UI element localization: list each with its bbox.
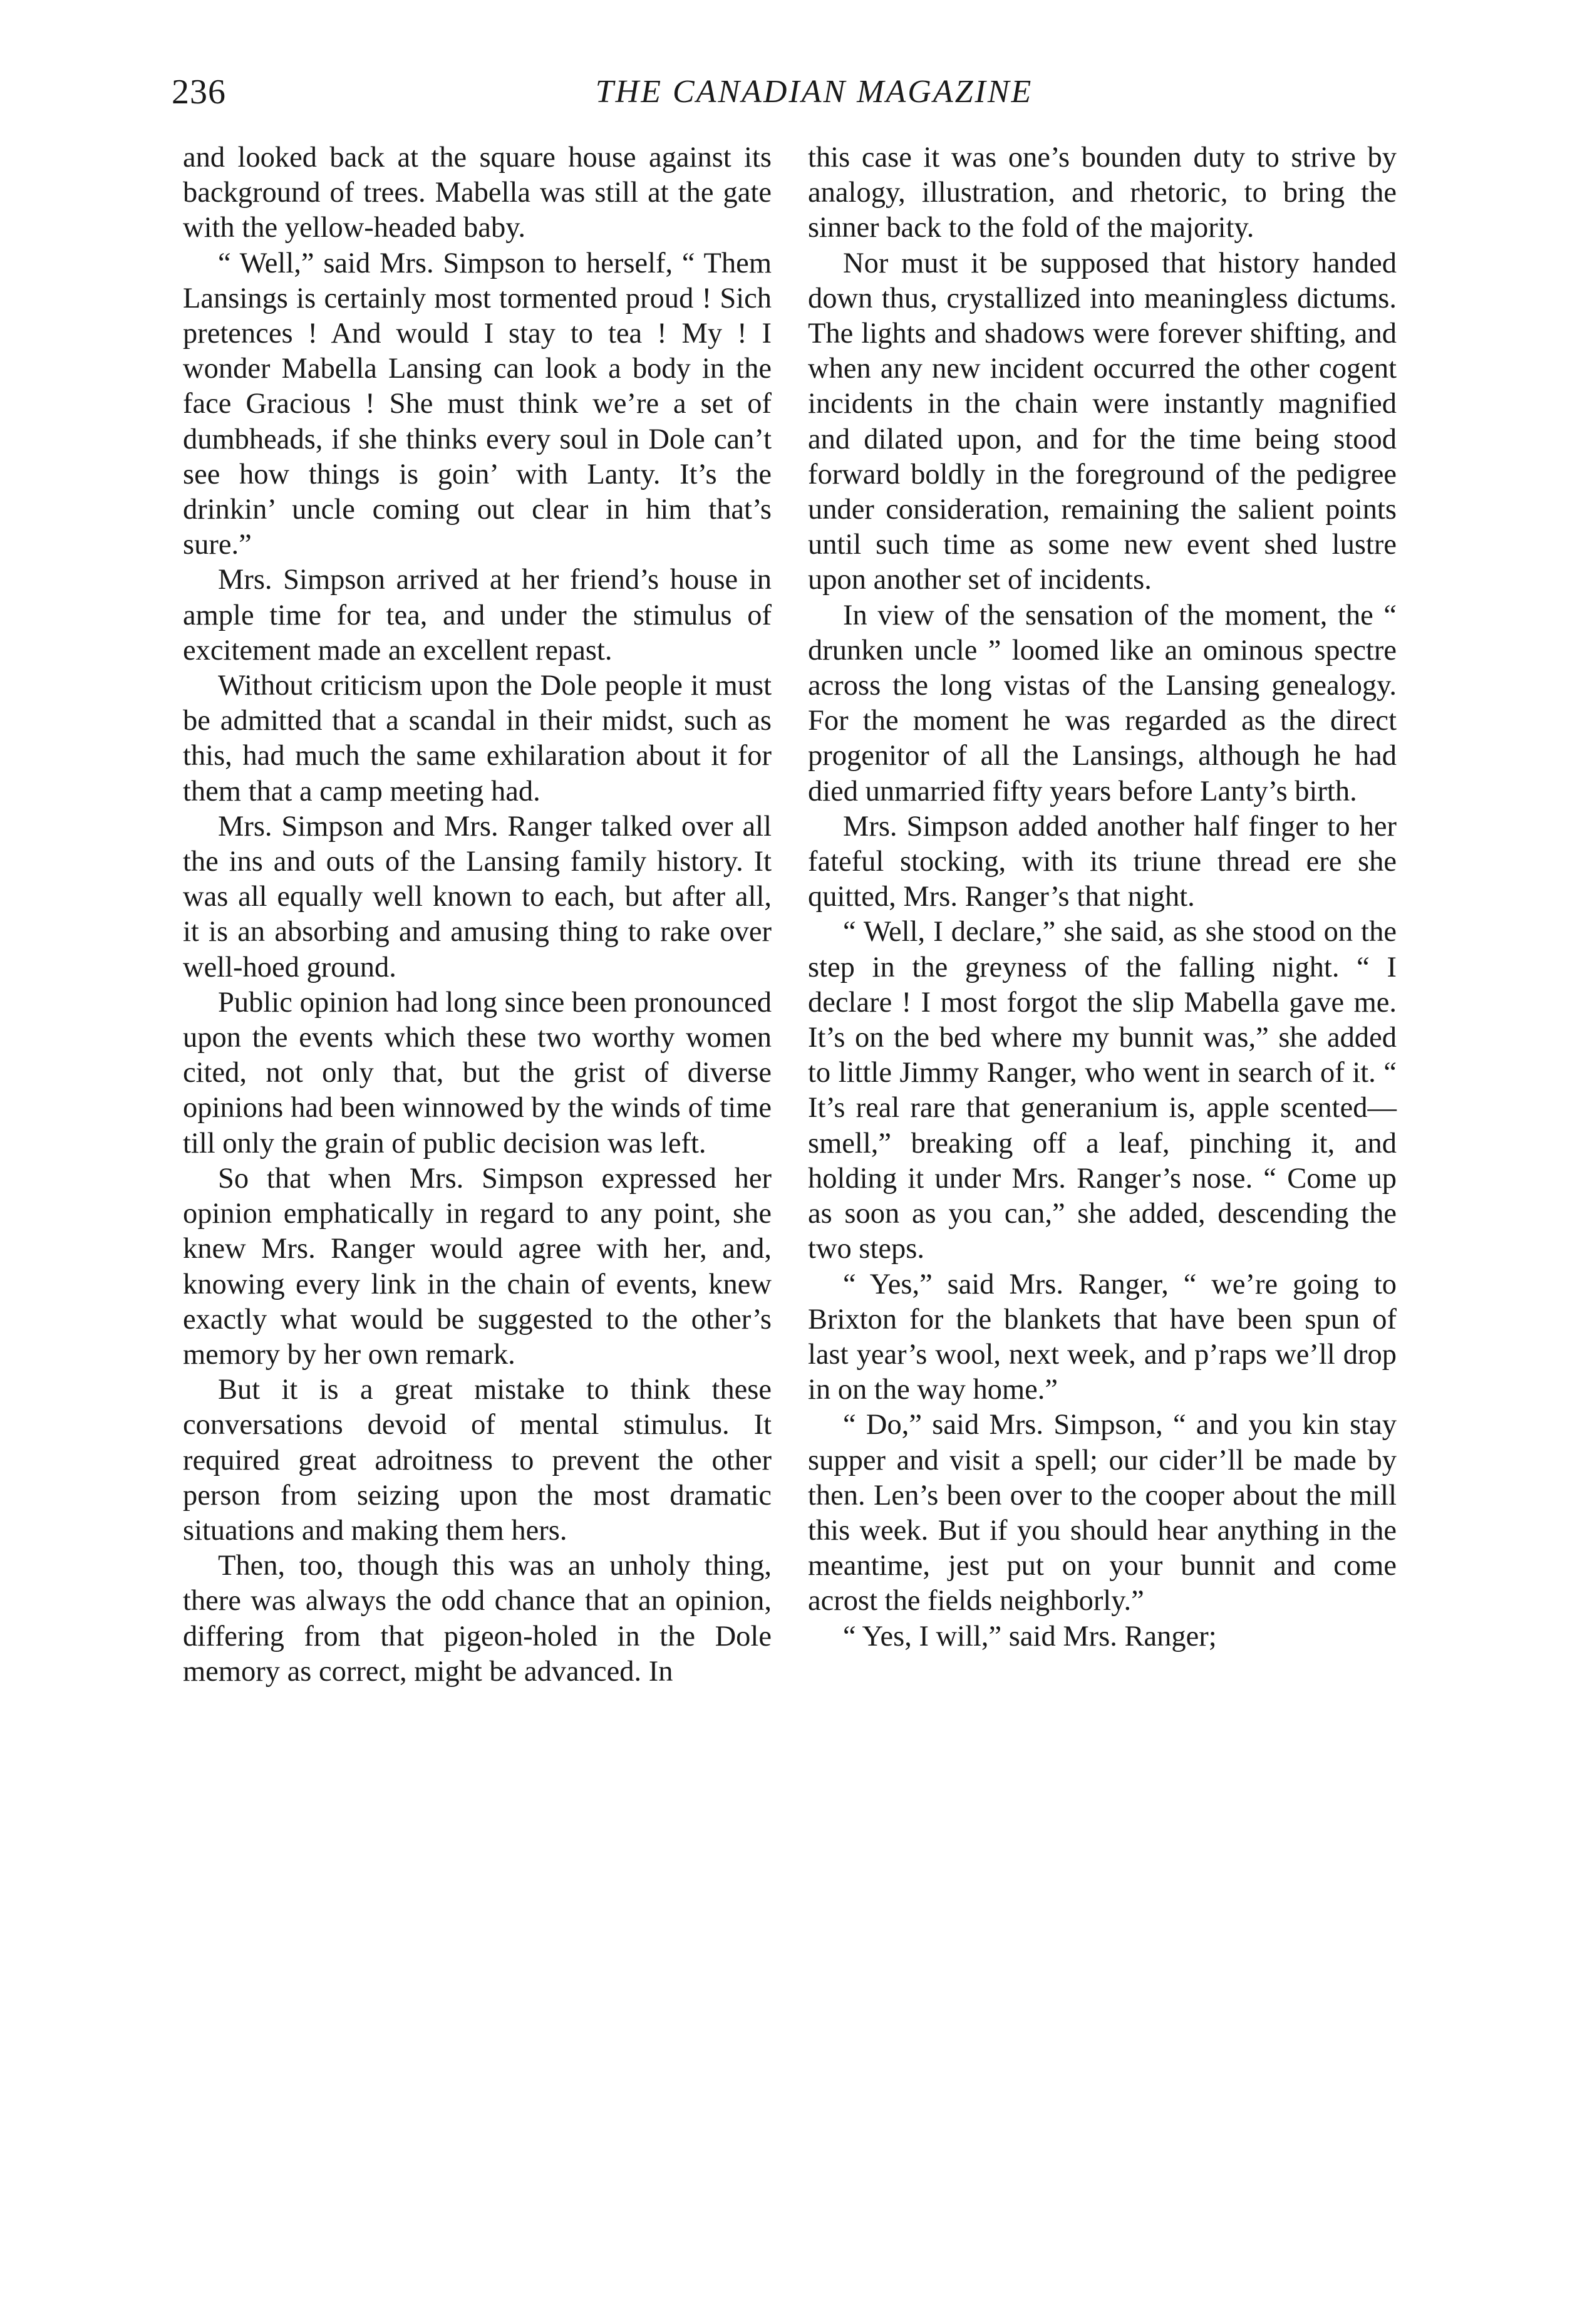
paragraph: But it is a great mistake to think these conversations devoid of mental stimulus. It required great adroitness to prevent the other person from seizing upon the most dramatic situations and making them hers. <box>183 1374 772 1547</box>
paragraph: “ Yes, I will,” said Mrs. Ranger; <box>843 1620 1217 1652</box>
page-number: 236 <box>172 73 226 112</box>
paragraph: Public opinion had long since been pronounced upon the events which these two worthy women cited, not only that, but the grist of diverse opinions had been winnowed by the winds of time till only the grain of public decision was left. <box>183 986 772 1159</box>
paragraph: Nor must it be supposed that history handed down thus, crystallized into meaningless dictums. The lights and shadows were forever shifting, and when any new incident occurred the other cogent incidents in the chain were instantly magnified and dilated upon, and for the time being stood forward boldly in the foreground of the pedigree under consideration, remaining the salient points until such time as some new event shed lustre upon another set of incidents. <box>808 247 1397 596</box>
paragraph: Without criticism upon the Dole people it must be admitted that a scandal in their midst, such as this, had much the same exhilaration about it for them that a camp meeting had. <box>183 670 772 807</box>
paragraph: So that when Mrs. Simpson expressed her opinion emphatically in regard to any point, she knew Mrs. Ranger would agree with her, and, knowing every link in the chain of events, knew exactly what would be suggested to the other’s memory by her own remark. <box>183 1162 772 1371</box>
paragraph: Mrs. Simpson arrived at her friend’s house in ample time for tea, and under the stimulus of excitement made an excellent repast. <box>183 564 772 667</box>
paragraph: “ Well, I declare,” she said, as she stood on the step in the greyness of the falling night. “ I declare ! I most forgot the slip Mabella gave me. It’s on the bed where my bunnit was,” she added to little Jimmy Ranger, who went in search of it. “ It’s real rare that generanium is, apple scented—smell,” breaking off a leaf, pinching it, and holding it under Mrs. Ranger’s nose. “ Come up as soon as you can,” she added, descending the two steps. <box>808 916 1397 1265</box>
left-column <box>183 140 772 1689</box>
paragraph: “ Yes,” said Mrs. Ranger, “ we’re going to Brixton for the blankets that have been spun of last year’s wool, next week, and p’raps we’ll drop in on the way home.” <box>808 1268 1397 1406</box>
paragraph: Then, too, though this was an unholy thing, there was always the odd chance that an opinion, differing from that pigeon-holed in the Dole memory as correct, might be advanced. In <box>183 1550 772 1688</box>
paragraph: “ Well,” said Mrs. Simpson to herself, “ Them Lansings is certainly most tormented proud ! Sich pretences ! And would I stay to tea ! My ! I wonder Mabella Lansing can look a body in the face Gracious ! She must think we’re a set of dumbheads, if she thinks every soul in Dole can’t see how things is goin’ with Lanty. It’s the drinkin’ uncle coming out clear in him that’s sure.” <box>183 247 772 561</box>
paragraph: and looked back at the square house against its background of trees. Mabella was still at the gate with the yellow-headed baby. <box>183 142 772 244</box>
paragraph: “ Do,” said Mrs. Simpson, “ and you kin stay supper and visit a spell; our cider’ll be made by then. Len’s been over to the cooper about the mill this week. But if you should hear anything in the meantime, jest put on your bunnit and come acrost the fields neighborly.” <box>808 1409 1397 1617</box>
paragraph: Mrs. Simpson added another half finger to her fateful stocking, with its triune thread ere she quitted, Mrs. Ranger’s that night. <box>808 810 1397 913</box>
running-title: THE CANADIAN MAGAZINE <box>595 74 1033 110</box>
right-column <box>808 140 1397 1654</box>
paragraph: In view of the sensation of the moment, the “ drunken uncle ” loomed like an ominous spectre across the long vistas of the Lansing genealogy. For the moment he was regarded as the direct progenitor of all the Lansings, although he had died unmarried fifty years before Lanty’s birth. <box>808 599 1397 807</box>
paragraph: this case it was one’s bounden duty to strive by analogy, illustration, and rhetoric, to bring the sinner back to the fold of the majority. <box>808 142 1397 244</box>
paragraph: Mrs. Simpson and Mrs. Ranger talked over all the ins and outs of the Lansing family history. It was all equally well known to each, but after all, it is an absorbing and amusing thing to rake over well-hoed ground. <box>183 810 772 983</box>
